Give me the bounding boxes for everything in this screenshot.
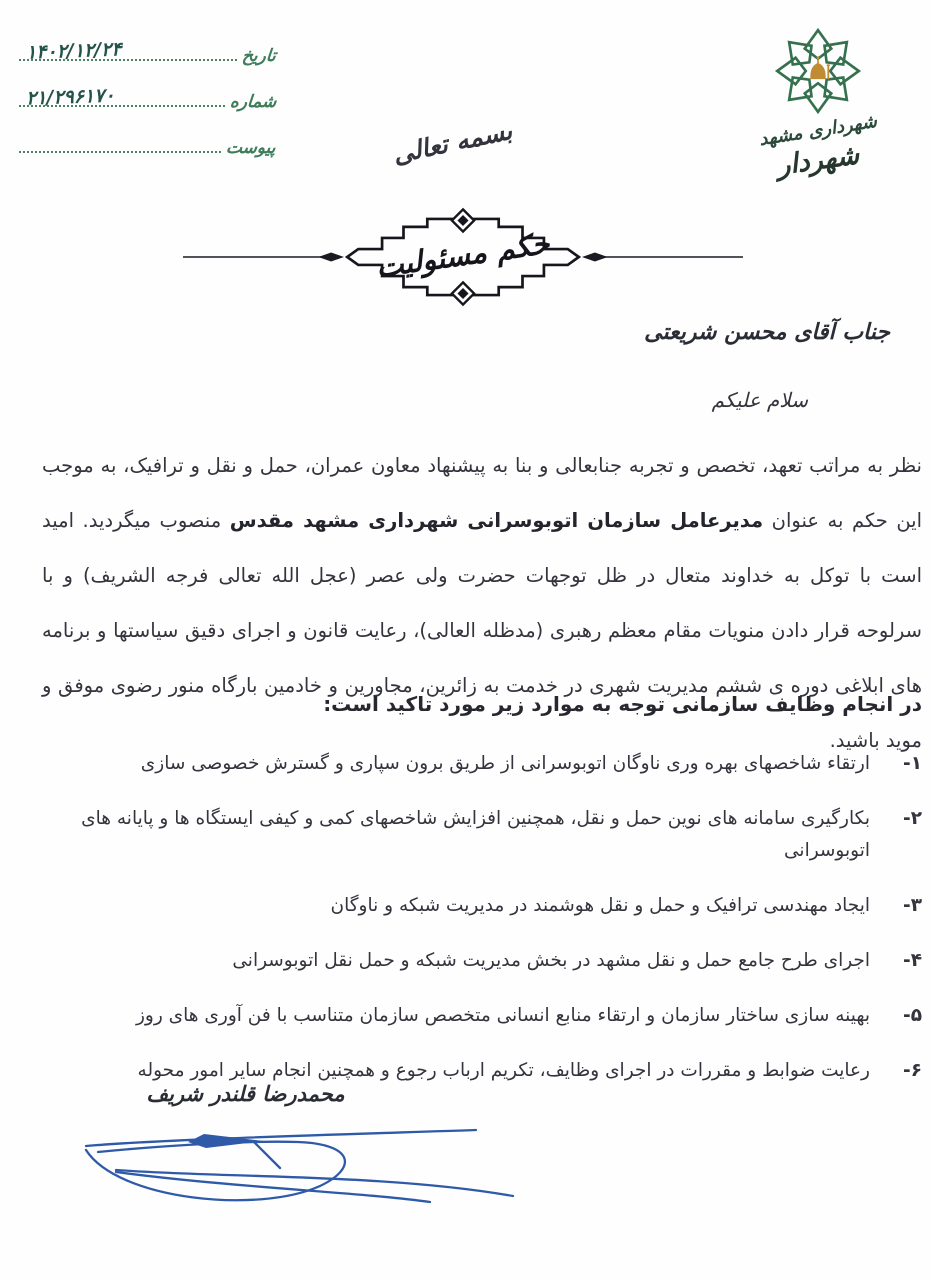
duty-text: اجرای طرح جامع حمل و نقل مشهد در بخش مدیریت شبکه و حمل نقل اتوبوسرانی xyxy=(232,950,870,971)
body-part3: منصوب میگردید. امید است با توکل به خداوند متعال در ظل توجهات حضرت ولی عصر (عجل الله تعالی فرجه الشریف) و با سرلوحه قرار دادن منویات مقام معظم رهبری (مدظله العالی)، رعایت قانون و اجرای دقیق سیاستها و برنامه های ابلاغی دوره ی ششم مدیریت شهری در خدمت به زائرین، مجاورین و خادمین بارگاه منور رضوی موفق و موید باشید. xyxy=(42,509,922,752)
duty-number: ۳- xyxy=(903,895,922,916)
date-line xyxy=(14,36,276,66)
ornament-rule-right-icon xyxy=(582,249,743,265)
duty-number: ۵- xyxy=(903,1005,922,1026)
addressee-name: جناب آقای محسن شریعتی xyxy=(644,320,890,345)
body-part1: نظر به مراتب تعهد، تخصص و تجربه جنابعالی و بنا به پیشنهاد معاون عمران، حمل و نقل و ترافیک، به موجب این حکم به عنوان xyxy=(42,454,923,532)
title-ornament xyxy=(183,196,743,318)
title-cartouche xyxy=(344,196,582,318)
attachment-dotted-line xyxy=(19,151,221,153)
signer-name: محمدرضا قلندر شریف xyxy=(146,1082,345,1106)
duty-text: ایجاد مهندسی ترافیک و حمل و نقل هوشمند در مدیریت شبکه و ناوگان xyxy=(330,895,870,916)
duty-number: ۲- xyxy=(903,808,922,829)
duty-number: ۶- xyxy=(903,1060,922,1081)
mayor-title-calligraphy: شهردار xyxy=(774,139,862,182)
letter-body xyxy=(42,438,922,768)
duty-item-4 xyxy=(12,945,922,977)
duties-intro-line: در انجام وظایف سازمانی توجه به موارد زیر مورد تاکید است: xyxy=(323,692,922,716)
duty-item-5 xyxy=(12,1000,922,1032)
duty-number: ۴- xyxy=(903,950,922,971)
attachment-line xyxy=(14,128,276,158)
duties-list xyxy=(12,748,922,1110)
duty-item-2 xyxy=(12,803,922,867)
duty-text: بکارگیری سامانه های نوین حمل و نقل، همچنین افزایش شاخصهای کمی و کیفی ایستگاه ها و پایانه های اتوبوسرانی xyxy=(81,808,870,861)
letterhead-meta xyxy=(14,36,276,174)
signature-block xyxy=(58,1082,558,1252)
document-title: حکم مسئولیت xyxy=(373,226,552,285)
duty-number: ۱- xyxy=(903,753,922,774)
duty-text: ارتقاء شاخصهای بهره وری ناوگان اتوبوسرانی از طریق برون سپاری و گسترش خصوصی سازی xyxy=(140,753,870,774)
ornament-rule-left-icon xyxy=(183,249,344,265)
duty-item-3 xyxy=(12,890,922,922)
mashhad-municipality-emblem-icon xyxy=(767,20,869,122)
number-label: شماره xyxy=(228,92,277,112)
duty-item-1 xyxy=(12,748,922,780)
org-name-calligraphy: شهرداری مشهد xyxy=(757,110,879,151)
duty-text: رعایت ضوابط و مقررات در اجرای وظایف، تکریم ارباب رجوع و همچنین انجام سایر امور محوله xyxy=(137,1060,870,1081)
number-value-handwritten: ۲۱/۲۹۶۱۷۰ xyxy=(25,84,115,110)
ornament-rule-right xyxy=(582,249,743,265)
number-line xyxy=(14,82,276,112)
date-value-handwritten: ۱۴۰۲/۱۲/۲۴ xyxy=(25,38,122,64)
date-label: تاریخ xyxy=(241,46,277,66)
appointed-position-bold: مدیرعامل سازمان اتوبوسرانی شهرداری مشهد مقدس xyxy=(229,509,764,532)
salutation: سلام علیکم xyxy=(711,388,808,412)
attachment-label: پیوست xyxy=(225,138,277,158)
handwritten-signature-icon xyxy=(58,1108,518,1223)
municipality-logo-block xyxy=(732,20,904,182)
bismillah-calligraphy: بسمه تعالی xyxy=(390,115,515,170)
ornament-rule-left xyxy=(183,249,344,265)
duty-text: بهینه سازی ساختار سازمان و ارتقاء منابع انسانی متخصص سازمان متناسب با فن آوری های روز xyxy=(135,1005,870,1026)
